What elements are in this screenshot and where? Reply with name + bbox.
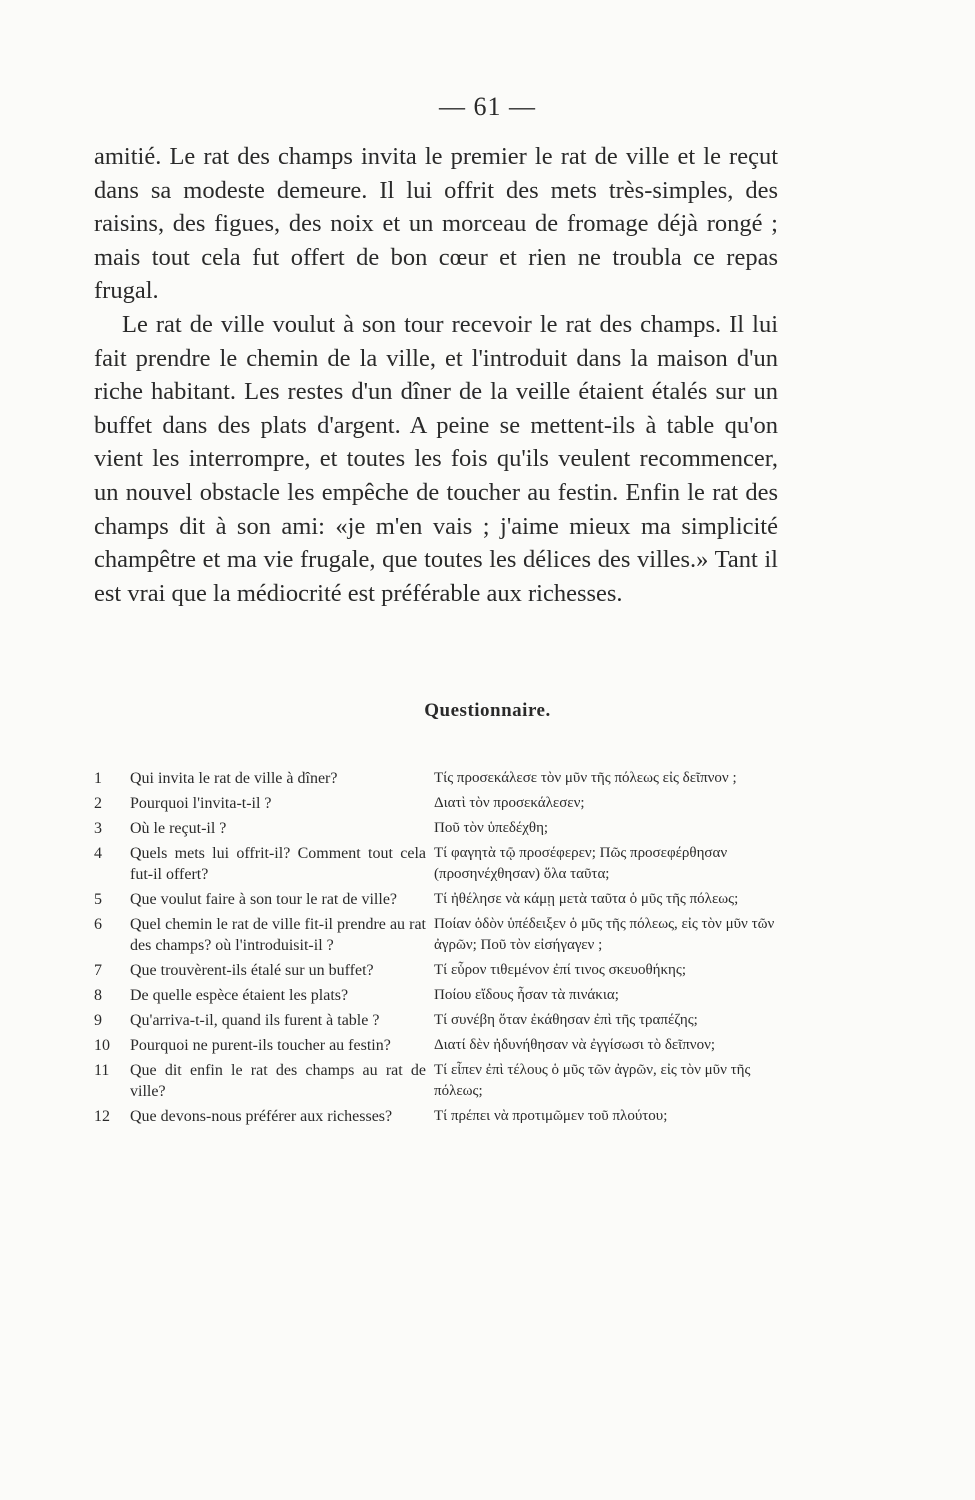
- question-french: Pourquoi l'invita-t-il ?: [130, 795, 272, 812]
- question-number: 6: [94, 916, 102, 933]
- question-greek: Ποῦ τὸν ὑπεδέχθη;: [434, 820, 549, 836]
- question-french: Que trouvèrent-ils étalé sur un buffet?: [130, 962, 374, 979]
- question-row: [94, 818, 794, 839]
- question-row: [94, 793, 794, 814]
- question-greek: Τί εὗρον τιθεμένον ἐπί τινος σκευοθήκης;: [434, 962, 686, 978]
- question-number: 7: [94, 962, 102, 979]
- question-french: Pourquoi ne purent-ils toucher au festin?: [130, 1037, 391, 1054]
- question-french: Qu'arriva-t-il, quand ils furent à table ?: [130, 1012, 380, 1029]
- question-number: 4: [94, 845, 102, 862]
- question-row: [94, 889, 794, 910]
- question-number: 11: [94, 1062, 110, 1079]
- paragraph-1: amitié. Le rat des champs invita le premier le rat de ville et le reçut dans sa modeste demeure. Il lui offrit des mets très-simples, des raisins, des figues, des noix et un morceau de fromage déjà rongé ; mais tout cela fut offert de bon cœur et rien ne troubla ce repas frugal.: [94, 143, 778, 305]
- question-french: Quels mets lui offrit-il? Comment tout cela fut-il offert?: [130, 845, 426, 883]
- question-number: 10: [94, 1037, 110, 1054]
- question-french: Que voulut faire à son tour le rat de ville?: [130, 891, 398, 908]
- question-french: Qui invita le rat de ville à dîner?: [130, 770, 338, 787]
- question-row: [94, 768, 794, 789]
- question-row: [94, 843, 794, 885]
- question-greek: Ποίαν ὁδὸν ὑπέδειξεν ὁ μῦς τῆς πόλεως, εἰς τὸν μῦν τῶν ἀγρῶν; Ποῦ τὸν εἰσήγαγεν ;: [434, 916, 775, 953]
- question-row: [94, 1010, 794, 1031]
- question-row: [94, 985, 794, 1006]
- question-number: 5: [94, 891, 102, 908]
- question-number: 9: [94, 1012, 102, 1029]
- question-french: Que dit enfin le rat des champs au rat de ville?: [130, 1062, 426, 1100]
- question-greek: Τί ἠθέλησε νὰ κάμῃ μετὰ ταῦτα ὁ μῦς τῆς πόλεως;: [434, 891, 739, 907]
- question-row: [94, 960, 794, 981]
- questionnaire-title: Questionnaire.: [424, 700, 551, 721]
- question-greek: Διατὶ τὸν προσεκάλεσεν;: [434, 795, 585, 811]
- question-number: 12: [94, 1108, 110, 1125]
- question-row: [94, 1106, 794, 1127]
- question-greek: Τί εἶπεν ἐπὶ τέλους ὁ μῦς τῶν ἀγρῶν, εἰς τὸν μῦν τῆς πόλεως;: [434, 1062, 751, 1099]
- question-row: [94, 1035, 794, 1056]
- page-number: — 61 —: [439, 92, 536, 121]
- question-greek: Τί πρέπει νὰ προτιμῶμεν τοῦ πλούτου;: [434, 1108, 668, 1124]
- paragraph-2: Le rat de ville voulut à son tour recevoir le rat des champs. Il lui fait prendre le chemin de la ville, et l'introduit dans la maison d'un riche habitant. Les restes d'un dîner de la veille étaient étalés sur un buffet dans des plats d'argent. A peine se mettent-ils à table qu'on vient les interrompre, et toutes les fois qu'ils veulent recommencer, un nouvel obstacle les empêche de toucher au festin. Enfin le rat des champs dit à son ami: «je m'en vais ; j'aime mieux ma simplicité champêtre et ma vie frugale, que toutes les délices des villes.» Tant il est vrai que la médiocrité est préférable aux richesses.: [94, 310, 778, 607]
- questionnaire: [94, 768, 794, 1131]
- question-greek: Τί φαγητὰ τῷ προσέφερεν; Πῶς προσεφέρθησαν (προσηνέχθησαν) ὅλα ταῦτα;: [434, 845, 728, 882]
- question-greek: Τίς προσεκάλεσε τὸν μῦν τῆς πόλεως εἰς δεῖπνον ;: [434, 770, 737, 786]
- question-french: Où le reçut-il ?: [130, 820, 227, 837]
- question-greek: Ποίου εἴδους ἦσαν τὰ πινάκια;: [434, 987, 619, 1003]
- prose-text: [94, 140, 778, 610]
- question-number: 3: [94, 820, 102, 837]
- question-french: Quel chemin le rat de ville fit-il prendre au rat des champs? où l'introduisit-il ?: [130, 916, 426, 954]
- question-french: De quelle espèce étaient les plats?: [130, 987, 349, 1004]
- question-greek: Τί συνέβη ὅταν ἐκάθησαν ἐπὶ τῆς τραπέζης;: [434, 1012, 698, 1028]
- question-number: 1: [94, 770, 102, 787]
- question-number: 2: [94, 795, 102, 812]
- question-row: [94, 914, 794, 956]
- question-row: [94, 1060, 794, 1102]
- question-greek: Διατί δὲν ἠδυνήθησαν νὰ ἐγγίσωσι τὸ δεῖπνον;: [434, 1037, 716, 1053]
- question-french: Que devons-nous préférer aux richesses?: [130, 1108, 393, 1125]
- question-number: 8: [94, 987, 102, 1004]
